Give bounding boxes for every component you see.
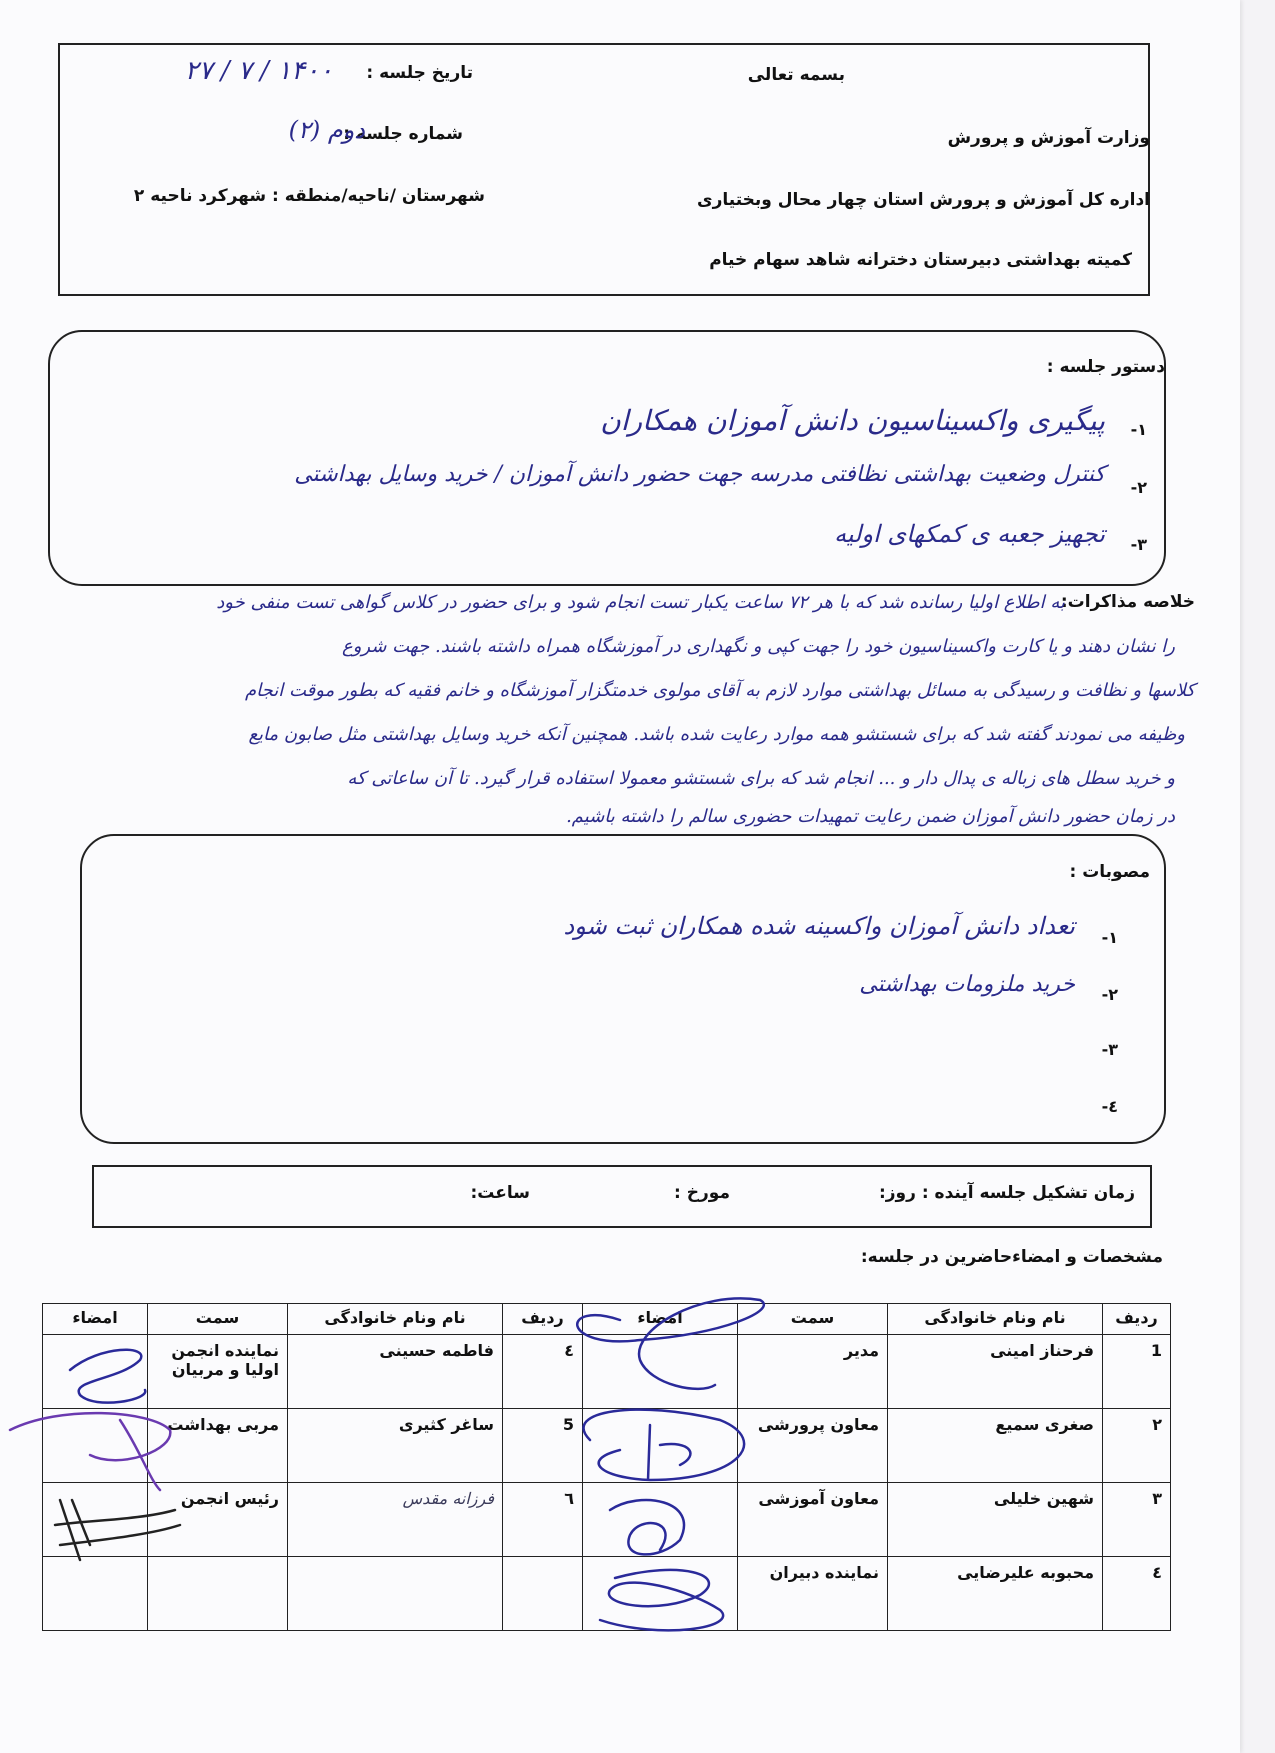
row-num: ٤ [1103,1557,1171,1631]
agenda-title: دستور جلسه : [1046,357,1165,377]
bismillah: بسمه تعالی [747,65,845,85]
committee-title: کمیته بهداشتی دبیرستان دخترانه شاهد سهام خیام [709,250,1132,270]
agenda-item-2-text: کنترل وضعیت بهداشتی نظافتی مدرسه جهت حضور دانش آموزان / خرید وسایل بهداشتی [294,462,1105,487]
row-num: ٤ [503,1335,583,1409]
approval-item-1-text: تعداد دانش آموزان واکسینه شده همکاران ثبت شود [563,912,1075,940]
row-num: 1 [1103,1335,1171,1409]
agenda-item-3-num: ۳- [1130,535,1147,554]
attendee-role: نماینده انجمن اولیا و مربیان [148,1335,288,1409]
signature-cell [583,1557,738,1631]
agenda-item-2-num: ۲- [1130,478,1147,497]
attendee-name: فاطمه حسینی [288,1335,503,1409]
col-header-name-2: نام ونام خانوادگی [288,1304,503,1335]
approval-item-4-num: ٤- [1101,1097,1118,1116]
row-num: ۳ [1103,1483,1171,1557]
discussion-line-4: وظیفه می نمودند گفته شد که برای شستشو همه موارد رعایت شده باشد. همچنین آنکه خرید وسایل بهداشتی مثل صابون مایع [248,724,1185,745]
agenda-item-1-num: ۱- [1130,420,1147,439]
row-num: ٦ [503,1483,583,1557]
col-header-signature-1: امضاء [583,1304,738,1335]
attendees-title: مشخصات و امضاءحاضرین در جلسه: [860,1247,1163,1267]
table-row [43,1335,1171,1409]
table-header-row [43,1304,1171,1335]
signature-cell [43,1557,148,1631]
attendee-role: معاون آموزشی [738,1483,888,1557]
approval-item-1-num: ۱- [1101,928,1118,947]
next-session-date-label: مورخ : [674,1183,730,1203]
row-num [503,1557,583,1631]
attendee-role: مدیر [738,1335,888,1409]
agenda-item-3-text: تجهیز جعبه ی کمکهای اولیه [834,520,1105,548]
attendee-role: رئیس انجمن [148,1483,288,1557]
attendee-name: فرحناز امینی [888,1335,1103,1409]
discussion-title: خلاصه مذاکرات: [1060,592,1195,612]
agenda-item-1-text: پیگیری واکسیناسیون دانش آموزان همکاران [600,404,1105,437]
approval-item-2-text: خرید ملزومات بهداشتی [859,972,1075,997]
signature-cell [43,1335,148,1409]
date-value: ۱۴۰۰ / ۷ / ۲۷ [184,56,333,86]
attendee-name: محبوبه علیرضایی [888,1557,1103,1631]
discussion-line-1: به اطلاع اولیا رسانده شد که با هر ۷۲ ساعت یکبار تست انجام شود و برای حضور در کلاس گواهی تست منفی خود [216,592,1065,613]
signature-cell [583,1483,738,1557]
discussion-line-5: و خرید سطل های زباله ی پدال دار و ... انجام شد که برای شستشو معمولا استفاده قرار گیرد. تا آن ساعاتی که [347,768,1175,789]
attendee-role: مربی بهداشت [148,1409,288,1483]
session-label: شماره جلسه : [343,124,463,144]
col-header-name-1: نام ونام خانوادگی [888,1304,1103,1335]
col-header-role-2: سمت [148,1304,288,1335]
attendee-name: شهین خلیلی [888,1483,1103,1557]
ministry-title: وزارت آموزش و پرورش [947,128,1150,148]
next-session-time-label: ساعت: [470,1183,530,1203]
table-row [43,1409,1171,1483]
attendee-name: صغری سمیع [888,1409,1103,1483]
table-row [43,1483,1171,1557]
discussion-line-3: کلاسها و نظافت و رسیدگی به مسائل بهداشتی موارد لازم به آقای مولوی خدمتگزار آموزشگاه و خانم فقیه که بطور موقت انجام [245,680,1195,701]
table-row [43,1557,1171,1631]
attendee-name: ساغر کثیری [288,1409,503,1483]
signature-cell [43,1409,148,1483]
approval-item-3-num: ۳- [1101,1040,1118,1059]
approvals-title: مصوبات : [1069,862,1150,882]
row-num: ۲ [1103,1409,1171,1483]
department-title: اداره کل آموزش و پرورش استان چهار محال وبختیاری [697,190,1150,210]
attendee-name-handwritten: فرزانه مقدس [288,1483,503,1557]
date-label: تاریخ جلسه : [366,63,473,83]
attendees-table [42,1303,1171,1631]
attendee-role [148,1557,288,1631]
signature-cell [583,1409,738,1483]
attendee-role: نماینده دبیران [738,1557,888,1631]
signature-cell [583,1335,738,1409]
region-label: شهرستان /ناحیه/منطقه : شهرکرد ناحیه ۲ [133,186,485,206]
next-session-label: زمان تشکیل جلسه آینده : روز: [878,1183,1135,1203]
attendee-name [288,1557,503,1631]
col-header-row-num-2: ردیف [503,1304,583,1335]
discussion-line-2: را نشان دهند و یا کارت واکسیناسیون خود را جهت کپی و نگهداری در آموزشگاه همراه داشته باشند. جهت شروع [342,636,1175,657]
col-header-role-1: سمت [738,1304,888,1335]
col-header-row-num-1: ردیف [1103,1304,1171,1335]
col-header-signature-2: امضاء [43,1304,148,1335]
session-value: دوم (۲) [288,116,365,144]
row-num: 5 [503,1409,583,1483]
approval-item-2-num: ۲- [1101,985,1118,1004]
signature-cell [43,1483,148,1557]
attendee-role: معاون پرورشی [738,1409,888,1483]
discussion-line-6: در زمان حضور دانش آموزان ضمن رعایت تمهیدات حضوری سالم را داشته باشیم. [566,806,1175,827]
